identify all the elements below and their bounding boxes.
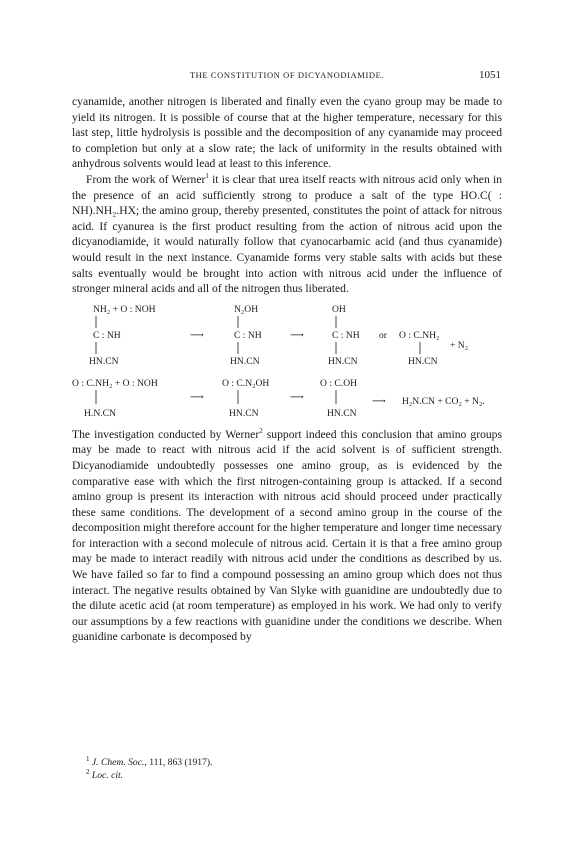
r1-arrow-1: ⟶ — [190, 329, 204, 341]
r2-arrow-1: ⟶ — [190, 391, 204, 403]
r1-plus-n2: + N₂ — [450, 339, 469, 351]
paragraph-3-text-b: support indeed this conclusion that amino groups may be made to react with nitrous acid if the acid solvent is of sufficient strength. Dicyanodiamide undoubtedly possesses one amino group, as is evidenced by the comparative ease with which the first nitrogen-containing group is attacked. If a second amino group is present its interaction with nitrous acid should proceed under practically these same conditions. The development of a second amino group in the course of the decomposition might therefore account for the higher temperature and longer time necessary for interaction with a second molecule of nitrous acid. Certain it is that a free amino group may be made to interact readily with nitrous acid under the conditions as described by us. We have failed so far to find a compound possessing an amino group which does not thus interact. The negative results obtained by Van Slyke with guanidine are undoubtedly due to the dilute acetic acid (at room temperature) as employed in his work. We had only to verify our assumptions by a few reactions with guanidine under the conditions we describe. When guanidine carbonate is decomposed by — [72, 427, 502, 644]
r1-s1-mid: C : NH — [93, 329, 121, 341]
running-head: THE CONSTITUTION OF DICYANODIAMIDE. — [189, 70, 385, 80]
footnote-2-text: Loc. cit. — [91, 770, 124, 781]
footnote-2 — [86, 769, 212, 782]
footnote-1-citation: 111, 863 (1917). — [146, 757, 213, 768]
r1-s3-bot: HN.CN — [328, 355, 358, 367]
r2-s1-top: O : C.NH₂ + O : NOH — [72, 377, 158, 389]
r1-or: or — [379, 329, 387, 341]
paragraph-2-text-a: From the work of Werner — [86, 172, 206, 186]
r1-s4-bot: HN.CN — [408, 355, 438, 367]
r1-s2-top: N₂OH — [234, 303, 259, 315]
r1-s2-bot: HN.CN — [230, 355, 260, 367]
footnote-1-mark: 1 — [86, 754, 90, 763]
r1-s1-bot: HN.CN — [89, 355, 119, 367]
paragraph-2 — [72, 172, 502, 297]
paragraph-2-text-b: it is clear that urea itself reacts with nitrous acid only when in the presence of an acid sufficiently strong to produce a salt of the type HO.C( : NH).NH₂.HX; the amino group, thereby presented, constitutes the point of attack for nitrous acid. If cyanurea is the first product resulting from the action of nitrous acid upon the dicyanodiamide, it would naturally follow that cyanocarbamic acid (and thus cyanamide) would result in the next instance. Cyanamide forms very stable salts with acids but these salts eventually would be brought into action with nitrous acid under the influence of stronger mineral acids and all of the nitrogen thus liberated. — [72, 172, 502, 296]
r1-arrow-2: ⟶ — [290, 329, 304, 341]
r1-s1-top: NH₂ + O : NOH — [93, 303, 156, 315]
r2-s1-bot: H.N.CN — [84, 407, 116, 419]
reaction-scheme — [72, 300, 502, 424]
r2-products: H₂N.CN + CO₂ + N₂. — [402, 395, 485, 407]
r1-s3-top: OH — [332, 303, 346, 315]
footnote-ref-1[interactable]: 1 — [205, 172, 209, 181]
r2-s2-top: O : C.N₂OH — [222, 377, 270, 389]
footnote-1-journal: J. Chem. Soc., — [91, 757, 147, 768]
r2-arrow-2: ⟶ — [290, 391, 304, 403]
footnote-1 — [86, 756, 212, 769]
r2-s3-top: O : C.OH — [320, 377, 358, 389]
paragraph-3-text-a: The investigation conducted by Werner — [72, 427, 260, 441]
footnote-2-mark: 2 — [86, 767, 90, 776]
paragraph-3 — [72, 427, 502, 645]
page-number: 1051 — [479, 69, 501, 81]
paragraph-1: cyanamide, another nitrogen is liberated and finally even the cyano group may be made to yield its nitrogen. It is possible of course that at the higher temperature, necessary for this last step, little hydrolysis is possible and the decomposition of any cyanamide may proceed to completion but only at a slow rate; the lack of uniformity in the results obtained with anhydrous solvents would lead at least to this inference. — [72, 95, 502, 171]
r1-s2-mid: C : NH — [234, 329, 262, 341]
footnote-ref-2[interactable]: 2 — [259, 426, 263, 435]
body-text — [72, 94, 502, 645]
r1-s4-mid: O : C.NH₂ — [399, 329, 440, 341]
r2-s2-bot: HN.CN — [229, 407, 259, 419]
r2-arrow-3: ⟶ — [372, 395, 386, 407]
r2-s3-bot: HN.CN — [327, 407, 357, 419]
page-header — [73, 70, 501, 84]
r1-s3-mid: C : NH — [332, 329, 360, 341]
footnotes — [86, 756, 212, 782]
